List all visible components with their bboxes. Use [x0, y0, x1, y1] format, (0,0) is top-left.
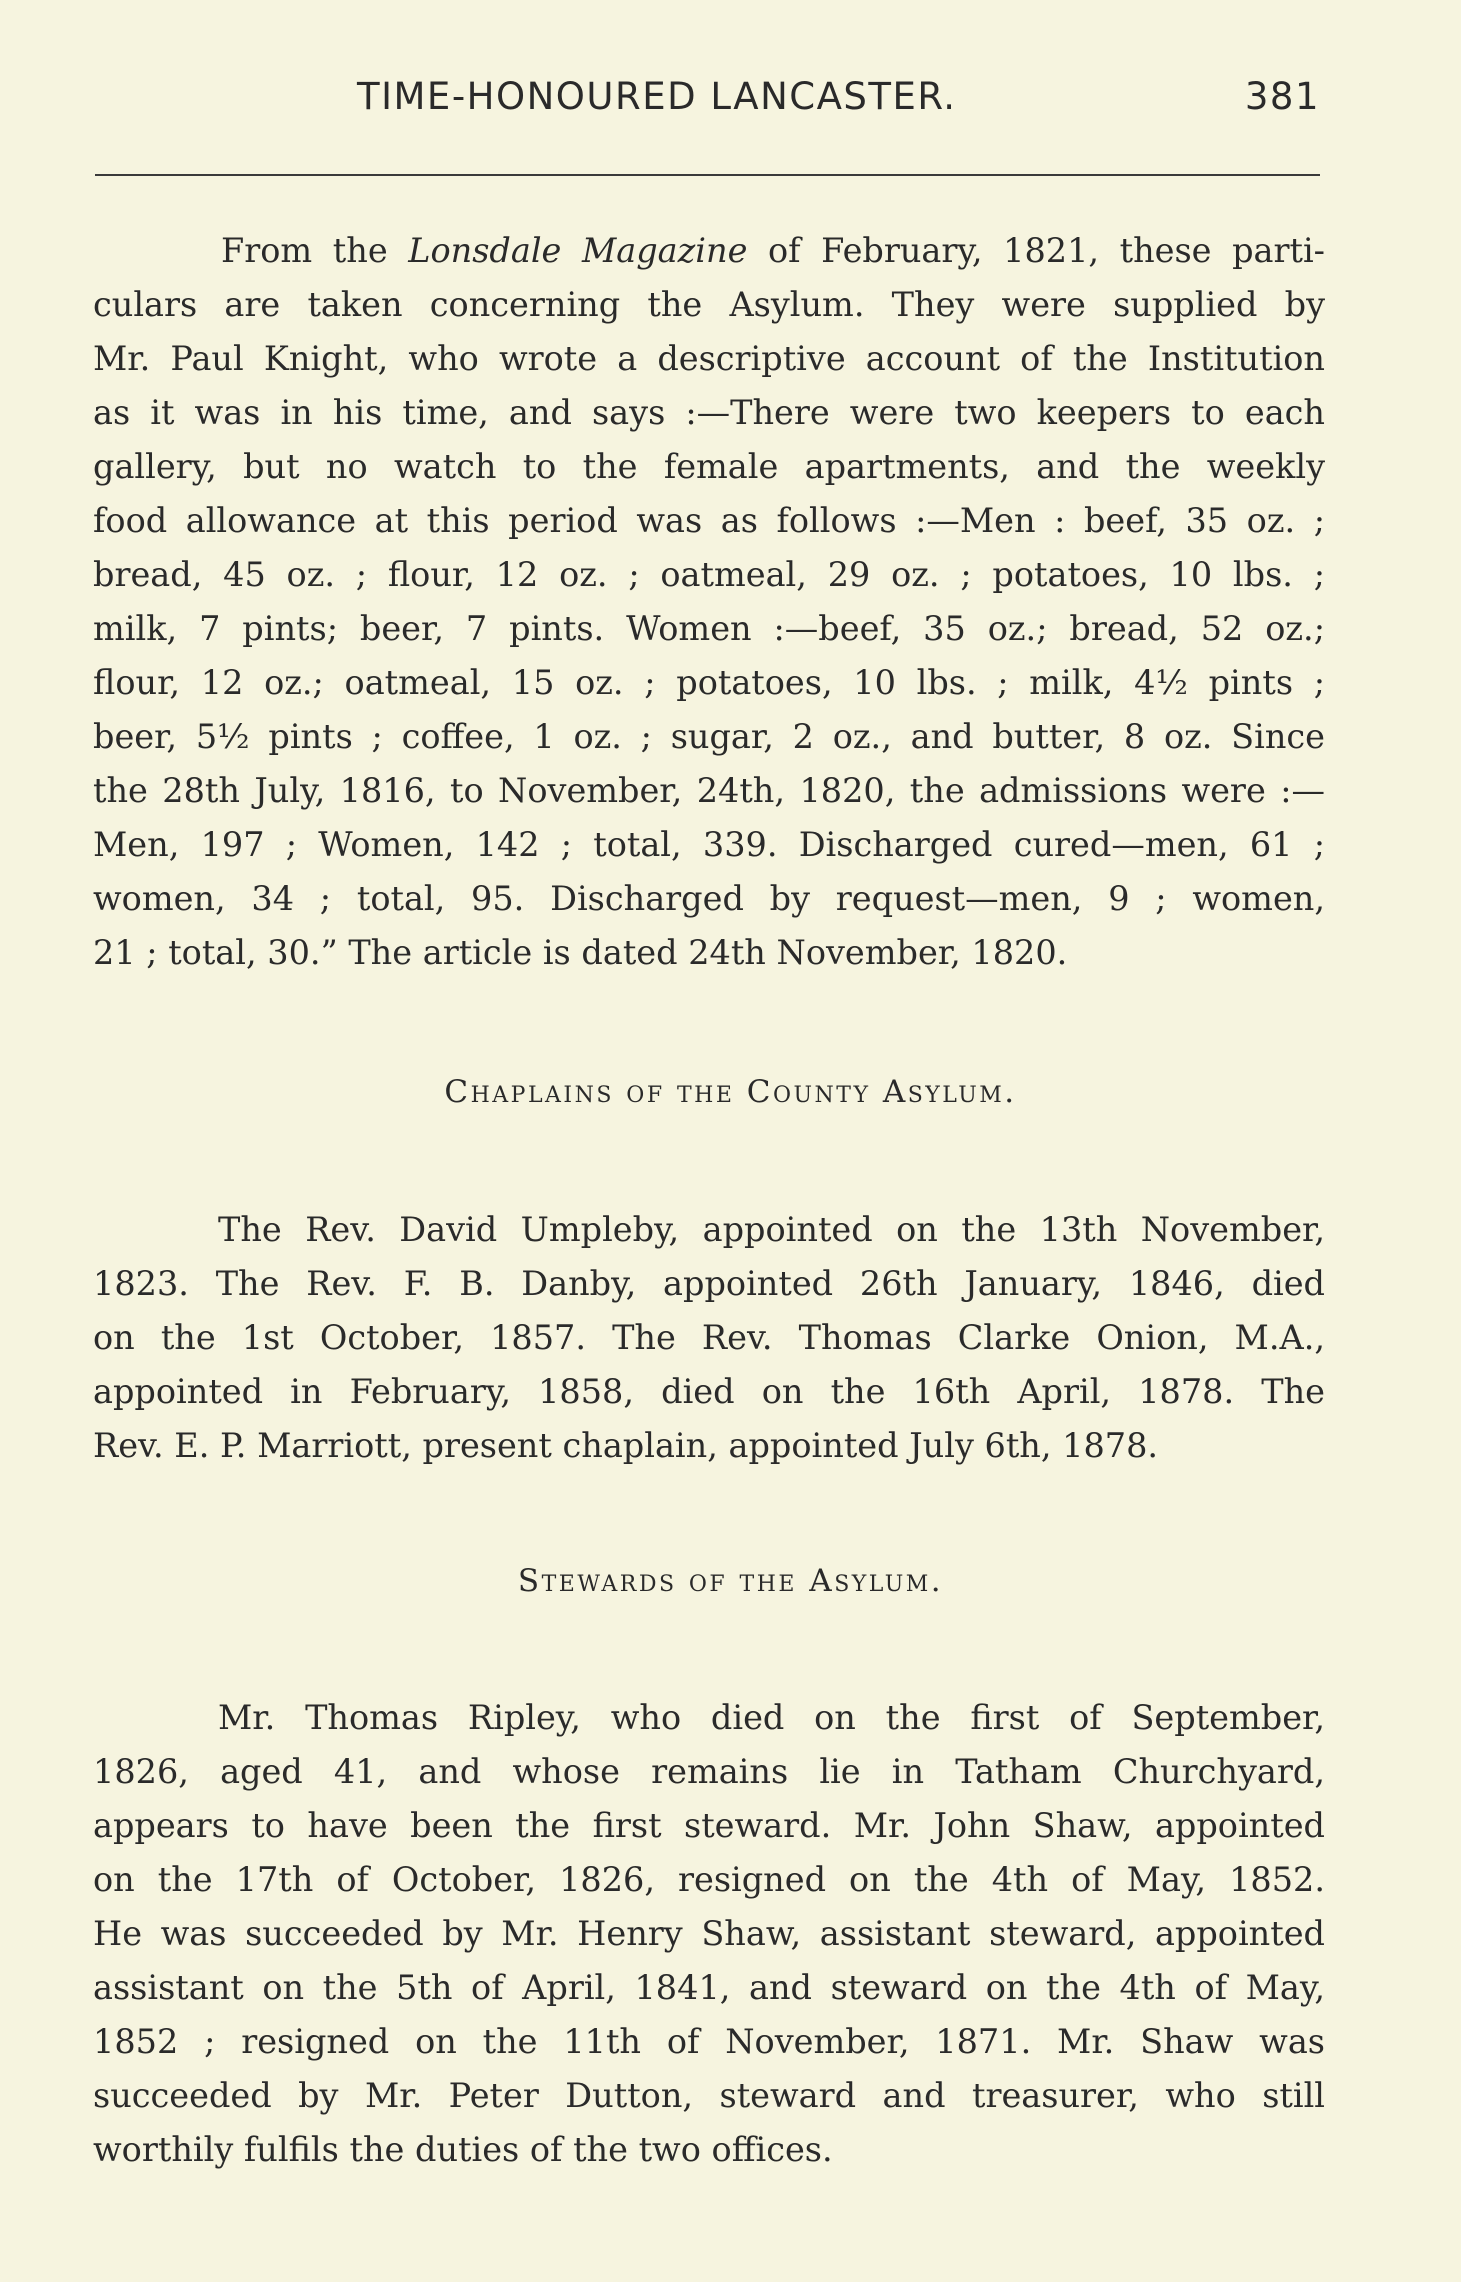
text-line: women, 34 ; total, 95. Discharged by request—men, 9 ; women, — [93, 879, 1325, 918]
header-rule — [95, 174, 1320, 176]
text-line: Men, 197 ; Women, 142 ; total, 339. Discharged cured—men, 61 ; — [93, 825, 1325, 864]
text-line: the 28th July, 1816, to November, 24th, 1820, the admissions were :— — [93, 771, 1325, 810]
text-line: on the 17th of October, 1826, resigned on the 4th of May, 1852. — [93, 1860, 1325, 1899]
text-line: on the 1st October, 1857. The Rev. Thomas Clarke Onion, M.A., — [93, 1318, 1325, 1357]
text-line: appears to have been the first steward. Mr. John Shaw, appointed — [93, 1806, 1325, 1845]
running-title: TIME-HONOURED LANCASTER. — [357, 75, 957, 118]
text-line: as it was in his time, and says :—There were two keepers to each — [93, 393, 1325, 432]
paragraph-chaplains — [93, 1203, 1325, 1473]
text-line: succeeded by Mr. Peter Dutton, steward and treasurer, who still — [93, 2076, 1325, 2115]
paragraph-lonsdale — [93, 224, 1325, 980]
text-line: food allowance at this period was as follows :—Men : beef, 35 oz. ; — [93, 501, 1325, 540]
text-span: of February, 1821, these parti- — [747, 231, 1326, 270]
text-line: beer, 5½ pints ; coffee, 1 oz. ; sugar, 2 oz., and butter, 8 oz. Since — [93, 717, 1325, 756]
text-line: 1823. The Rev. F. B. Danby, appointed 26th January, 1846, died — [93, 1264, 1325, 1303]
text-line: Mr. Thomas Ripley, who died on the first of September, — [218, 1698, 1325, 1737]
text-line: Rev. E. P. Marriott, present chaplain, appointed July 6th, 1878. — [93, 1426, 1159, 1465]
text-line — [93, 224, 1325, 278]
text-line: gallery, but no watch to the female apartments, and the weekly — [93, 447, 1325, 486]
text-line: 21 ; total, 30.” The article is dated 24th November, 1820. — [93, 933, 1068, 972]
text-line: 1826, aged 41, and whose remains lie in Tatham Churchyard, — [93, 1752, 1325, 1791]
running-head — [95, 75, 1320, 125]
text-line: milk, 7 pints; beer, 7 pints. Women :—beef, 35 oz.; bread, 52 oz.; — [93, 609, 1325, 648]
text-line: assistant on the 5th of April, 1841, and steward on the 4th of May, — [93, 1968, 1325, 2007]
text-line: The Rev. David Umpleby, appointed on the 13th November, — [218, 1210, 1325, 1249]
section-heading-chaplains: Chaplains of the County Asylum. — [444, 1074, 1017, 1110]
text-line: culars are taken concerning the Asylum. They were supplied by — [93, 285, 1325, 324]
text-line: bread, 45 oz. ; flour, 12 oz. ; oatmeal, 29 oz. ; potatoes, 10 lbs. ; — [93, 555, 1325, 594]
text-line: worthily fulfils the duties of the two offices. — [93, 2130, 833, 2169]
text-line: appointed in February, 1858, died on the 16th April, 1878. The — [93, 1372, 1325, 1411]
text-line: He was succeeded by Mr. Henry Shaw, assistant steward, appointed — [93, 1914, 1325, 1953]
section-heading-stewards: Stewards of the Asylum. — [517, 1563, 944, 1599]
text-line: 1852 ; resigned on the 11th of November, 1871. Mr. Shaw was — [93, 2022, 1325, 2061]
text-line: Mr. Paul Knight, who wrote a descriptive account of the Institution — [93, 339, 1325, 378]
paragraph-stewards — [93, 1691, 1325, 2177]
text-span: From the — [221, 231, 409, 270]
text-line: flour, 12 oz.; oatmeal, 15 oz. ; potatoes, 10 lbs. ; milk, 4½ pints ; — [93, 663, 1325, 702]
page-number: 381 — [1244, 75, 1320, 118]
magazine-title: Lonsdale Magazine — [408, 231, 748, 270]
